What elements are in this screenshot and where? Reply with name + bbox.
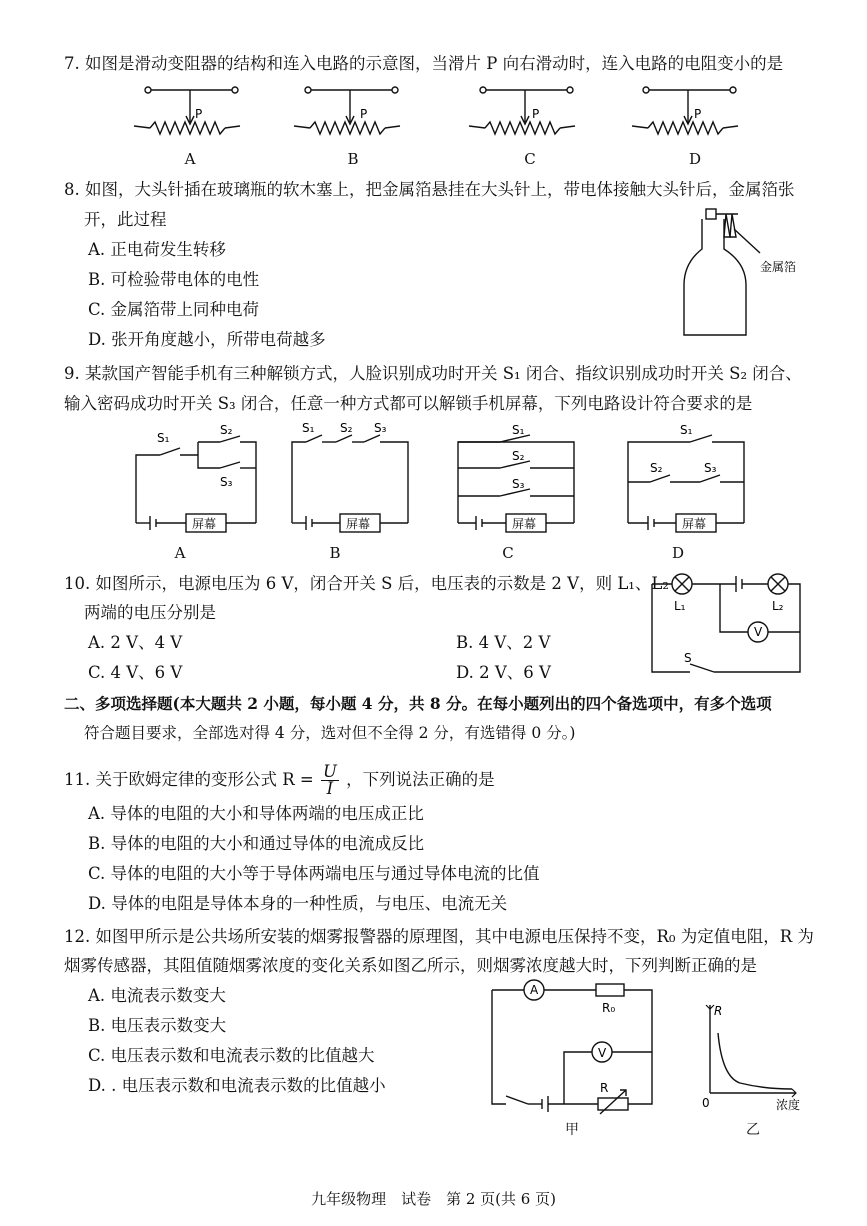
q7-option-a[interactable]: A — [184, 150, 196, 168]
q11-prefix: 11. 关于欧姆定律的变形公式 R = — [64, 770, 314, 789]
svg-text:V: V — [754, 625, 763, 639]
svg-text:S: S — [684, 651, 692, 665]
q8-stem-line1: 8. 如图，大头针插在玻璃瓶的软木塞上，把金属箔悬挂在大头针上，带电体接触大头针后，金属箔张 — [64, 180, 795, 199]
q10-stem-line2: 两端的电压分别是 — [84, 603, 216, 622]
svg-text:0: 0 — [702, 1096, 710, 1110]
q11-option-c[interactable]: C. 导体的电阻的大小等于导体两端电压与通过导体电流的比值 — [88, 864, 540, 883]
svg-text:S₁: S₁ — [680, 423, 693, 437]
svg-text:R: R — [600, 1081, 609, 1095]
q9-stem-line1: 9. 某款国产智能手机有三种解锁方式，人脸识别成功时开关 S₁ 闭合、指纹识别成功时开关 S₂ 闭合、 — [64, 364, 802, 383]
q8-option-a[interactable]: A. 正电荷发生转移 — [88, 240, 226, 259]
svg-text:S₃: S₃ — [512, 477, 525, 491]
q12-fig1-label: 甲 — [565, 1122, 579, 1138]
section2-header-line1: 二、多项选择题(本大题共 2 小题，每小题 4 分，共 8 分。在每小题列出的四个备选项中，有多个选项 — [64, 694, 772, 713]
q9-stem-line2: 输入密码成功时开关 S₃ 闭合，任意一种方式都可以解锁手机屏幕，下列电路设计符合要求的是 — [64, 394, 753, 413]
q7-option-c[interactable]: C — [524, 150, 536, 168]
svg-text:R: R — [714, 1004, 723, 1018]
q11-stem — [64, 764, 495, 797]
q8-bottle-figure — [680, 205, 830, 345]
svg-text:R₀: R₀ — [602, 1001, 616, 1015]
svg-text:S₁: S₁ — [512, 423, 525, 437]
svg-text:A: A — [530, 983, 539, 997]
q7-option-b[interactable]: B — [347, 150, 359, 168]
section2-header-line2: 符合题目要求，全部选对得 4 分，选对但不全得 2 分，有选错得 0 分。) — [84, 724, 576, 742]
q12-option-a[interactable]: A. 电流表示数变大 — [88, 986, 226, 1005]
q8-option-d[interactable]: D. 张开角度越小，所带电荷越多 — [88, 330, 326, 349]
svg-text:P: P — [360, 107, 368, 121]
q10-stem-line1: 10. 如图所示，电源电压为 6 V，闭合开关 S 后，电压表的示数是 2 V，则 L₁、L₂ — [64, 574, 669, 593]
svg-text:P: P — [195, 107, 203, 121]
svg-text:屏幕: 屏幕 — [512, 517, 537, 531]
q7-stem: 7. 如图是滑动变阻器的结构和连入电路的示意图，当滑片 P 向右滑动时，连入电路的电阻变小的是 — [64, 54, 784, 73]
svg-text:L₂: L₂ — [772, 599, 784, 613]
q11-option-a[interactable]: A. 导体的电阻的大小和导体两端的电压成正比 — [88, 804, 424, 823]
q10-circuit-figure — [648, 572, 818, 682]
q11-option-b[interactable]: B. 导体的电阻的大小和通过导体的电流成反比 — [88, 834, 425, 853]
q11-suffix: ，下列说法正确的是 — [346, 770, 495, 789]
svg-text:屏幕: 屏幕 — [346, 517, 371, 531]
q11-numerator: U — [322, 762, 337, 781]
q10-option-a[interactable]: A. 2 V、4 V — [88, 633, 183, 652]
svg-text:S₂: S₂ — [340, 421, 353, 435]
q11-fraction — [321, 764, 339, 797]
svg-text:P: P — [532, 107, 540, 121]
q11-denominator: I — [326, 779, 334, 798]
q12-fig2-label: 乙 — [746, 1122, 760, 1138]
q8-option-b[interactable]: B. 可检验带电体的电性 — [88, 270, 260, 289]
q12-circuit-figure — [488, 978, 668, 1138]
q10-option-d[interactable]: D. 2 V、6 V — [456, 663, 551, 682]
svg-text:S₃: S₃ — [374, 421, 387, 435]
svg-text:S₃: S₃ — [704, 461, 717, 475]
q12-graph-figure — [700, 1003, 810, 1113]
q8-stem-line2: 开，此过程 — [84, 210, 167, 229]
svg-text:屏幕: 屏幕 — [682, 517, 707, 531]
page-footer: 九年级物理 试卷 第 2 页(共 6 页) — [311, 1190, 556, 1208]
q10-option-b[interactable]: B. 4 V、2 V — [456, 633, 551, 652]
svg-text:浓度: 浓度 — [776, 1098, 801, 1112]
svg-text:金属箔: 金属箔 — [760, 260, 797, 274]
svg-text:P: P — [694, 107, 702, 121]
svg-text:L₁: L₁ — [674, 599, 686, 613]
svg-text:S₂: S₂ — [512, 449, 525, 463]
svg-text:屏幕: 屏幕 — [192, 517, 217, 531]
q9-option-d[interactable]: D — [671, 544, 685, 562]
q12-option-c[interactable]: C. 电压表示数和电流表示数的比值越大 — [88, 1046, 375, 1065]
svg-text:S₃: S₃ — [220, 475, 233, 489]
q9-option-b[interactable]: B — [329, 544, 341, 562]
q12-stem-line2: 烟雾传感器，其阻值随烟雾浓度的变化关系如图乙所示，则烟雾浓度越大时，下列判断正确的是 — [64, 956, 757, 975]
svg-text:S₂: S₂ — [220, 423, 233, 437]
q11-option-d[interactable]: D. 导体的电阻是导体本身的一种性质，与电压、电流无关 — [88, 894, 508, 913]
q10-option-c[interactable]: C. 4 V、6 V — [88, 663, 183, 682]
q9-circuit-figures — [0, 420, 867, 540]
q8-option-c[interactable]: C. 金属箔带上同种电荷 — [88, 300, 260, 319]
q7-option-d[interactable]: D — [688, 150, 702, 168]
q9-option-c[interactable]: C — [502, 544, 514, 562]
svg-text:S₁: S₁ — [157, 431, 170, 445]
q12-option-b[interactable]: B. 电压表示数变大 — [88, 1016, 227, 1035]
q12-stem-line1: 12. 如图甲所示是公共场所安装的烟雾报警器的原理图，其中电源电压保持不变，R₀ 为定值电阻，R 为 — [64, 927, 814, 946]
svg-text:S₁: S₁ — [302, 421, 315, 435]
q12-option-d[interactable]: D. . 电压表示数和电流表示数的比值越小 — [88, 1076, 386, 1095]
svg-text:V: V — [598, 1046, 607, 1060]
svg-text:S₂: S₂ — [650, 461, 663, 475]
q9-option-a[interactable]: A — [174, 544, 186, 562]
